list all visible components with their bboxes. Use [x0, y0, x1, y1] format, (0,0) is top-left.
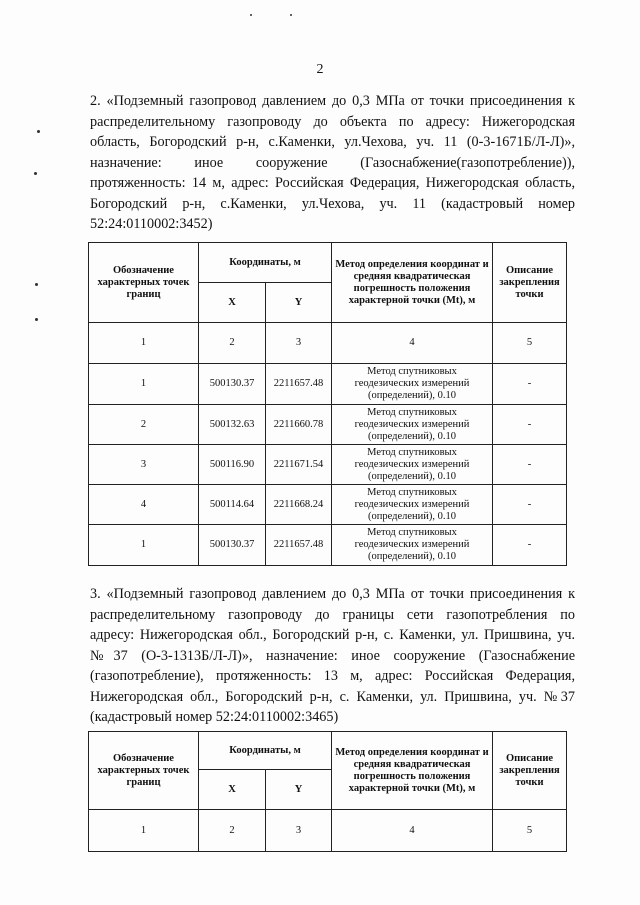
point-id: 1	[89, 525, 199, 566]
coordinates-table-section-3	[88, 731, 567, 852]
header-method: Метод определения координат и средняя квадратическая погрешность положения характерной точки (Mt), м	[332, 243, 493, 323]
scan-speck	[35, 318, 38, 321]
table-row	[89, 485, 567, 525]
table-row	[89, 525, 567, 566]
coordinates-table-section-2	[88, 242, 567, 566]
header-description: Описание закрепления точки	[493, 243, 567, 323]
column-number: 1	[89, 323, 199, 364]
coord-y: 2211668.24	[266, 485, 332, 525]
text-line: (газопотребление), протяженность: 13 м, адрес: Российская Федерация,	[90, 668, 575, 684]
scan-speck	[250, 14, 252, 16]
scan-speck	[290, 14, 292, 16]
header-coordinates: Координаты, м	[199, 243, 332, 283]
column-number: 2	[199, 810, 266, 852]
table-row	[89, 364, 567, 405]
scan-speck	[35, 283, 38, 286]
point-id: 4	[89, 485, 199, 525]
column-number: 5	[493, 323, 567, 364]
header-y: Y	[266, 283, 332, 323]
scan-speck	[37, 130, 40, 133]
description-cell: -	[493, 485, 567, 525]
scan-speck	[34, 172, 37, 175]
method-cell: Метод спутниковых геодезических измерений (определений), 0.10	[332, 405, 493, 445]
coord-x: 500132.63	[199, 405, 266, 445]
text-line: распределительному газопроводу до границы сети газопотребления по	[90, 606, 575, 623]
text-line: адресу: Нижегородская обл., Богородский р-н, с. Каменки, ул. Пришвина, уч.	[90, 627, 575, 643]
text-line: назначение: иное сооружение (Газоснабжение(газопотребление)),	[90, 154, 575, 171]
section-3-paragraph	[90, 584, 575, 728]
text-line: (кадастровый номер 52:24:0110002:3465)	[90, 709, 339, 725]
text-line: область, Богородский р-н, с.Каменки, ул.Чехова, уч. 11 (0-3-1671Б/Л-Л)»,	[90, 134, 575, 150]
column-number: 1	[89, 810, 199, 852]
method-cell: Метод спутниковых геодезических измерений (определений), 0.10	[332, 485, 493, 525]
coord-y: 2211657.48	[266, 364, 332, 405]
coord-x: 500116.90	[199, 445, 266, 485]
header-designation: Обозначение характерных точек границ	[89, 732, 199, 810]
column-number: 2	[199, 323, 266, 364]
coord-x: 500130.37	[199, 364, 266, 405]
description-cell: -	[493, 525, 567, 566]
text-line: №37 (О-3-1313Б/Л-Л)», назначение: иное сооружение (Газоснабжение	[90, 647, 575, 664]
header-x: X	[199, 770, 266, 810]
point-id: 3	[89, 445, 199, 485]
text-line: Нижегородская обл., Богородский р-н, с. Каменки, ул. Пришвина, уч. №37	[90, 688, 575, 705]
coord-y: 2211657.48	[266, 525, 332, 566]
method-cell: Метод спутниковых геодезических измерений (определений), 0.10	[332, 445, 493, 485]
description-cell: -	[493, 364, 567, 405]
text-line: протяженность: 14 м, адрес: Российская Федерация, Нижегородская область,	[90, 175, 575, 191]
point-id: 2	[89, 405, 199, 445]
column-number: 4	[332, 810, 493, 852]
table-row	[89, 445, 567, 485]
text-line: Богородский р-н, с.Каменки, ул.Чехова, уч. 11 (кадастровый номер	[90, 195, 575, 212]
description-cell: -	[493, 405, 567, 445]
description-cell: -	[493, 445, 567, 485]
header-method: Метод определения координат и средняя квадратическая погрешность положения характерной точки (Mt), м	[332, 732, 493, 810]
text-line: 3. «Подземный газопровод давлением до 0,3 МПа от точки присоединения к	[90, 586, 575, 602]
coord-y: 2211660.78	[266, 405, 332, 445]
header-designation: Обозначение характерных точек границ	[89, 243, 199, 323]
text-line: 2. «Подземный газопровод давлением до 0,3 МПа от точки присоединения к	[90, 93, 575, 109]
page-number: 2	[316, 62, 324, 77]
table-row	[89, 405, 567, 445]
column-number: 4	[332, 323, 493, 364]
column-number: 3	[266, 810, 332, 852]
text-line: распределительному газопроводу до объекта по адресу: Нижегородская	[90, 113, 575, 130]
text-line: 52:24:0110002:3452)	[90, 216, 213, 232]
point-id: 1	[89, 364, 199, 405]
column-number: 5	[493, 810, 567, 852]
coord-x: 500130.37	[199, 525, 266, 566]
coord-x: 500114.64	[199, 485, 266, 525]
coord-y: 2211671.54	[266, 445, 332, 485]
header-x: X	[199, 283, 266, 323]
column-number: 3	[266, 323, 332, 364]
method-cell: Метод спутниковых геодезических измерений (определений), 0.10	[332, 364, 493, 405]
header-y: Y	[266, 770, 332, 810]
header-description: Описание закрепления точки	[493, 732, 567, 810]
method-cell: Метод спутниковых геодезических измерений (определений), 0.10	[332, 525, 493, 566]
header-coordinates: Координаты, м	[199, 732, 332, 770]
section-2-paragraph	[90, 91, 575, 235]
